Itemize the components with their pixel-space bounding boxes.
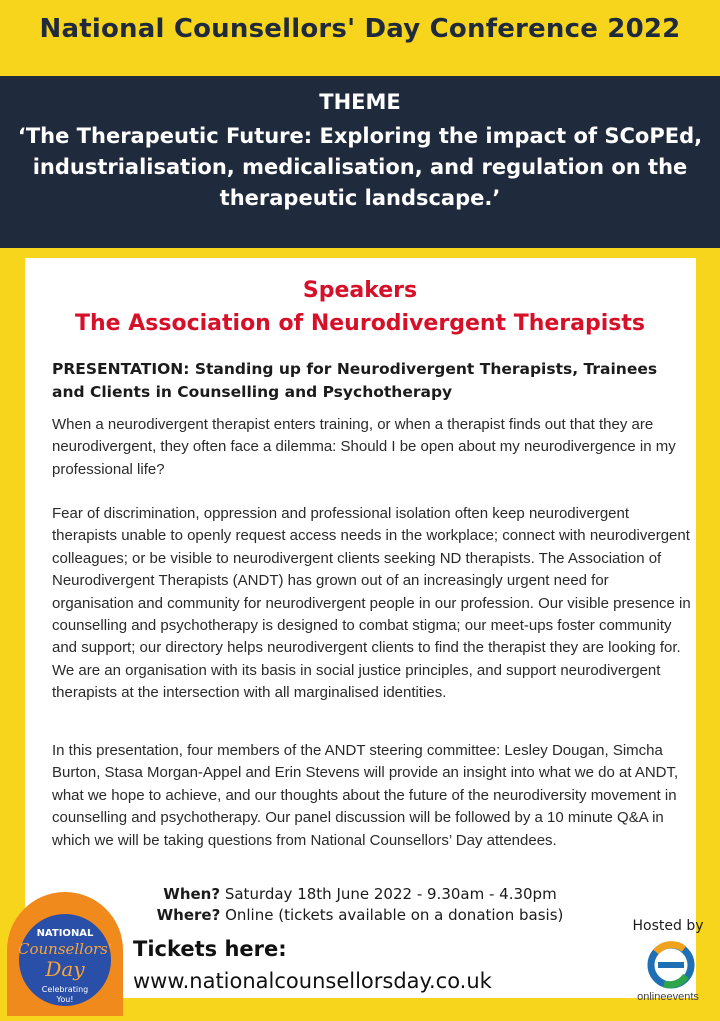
body-paragraph-1: When a neurodivergent therapist enters training, or when a therapist finds out that they are neurodivergent, they often face a dilemma: Should I be open about my neurodivergence in my professional life? [52, 416, 676, 478]
national-counsellors-day-logo [3, 890, 129, 1016]
body-paragraph-2: Fear of discrimination, oppression and professional isolation often keep neurodivergent therapists unable to openly request access needs in the workplace; connect with neurodivergent colleagues; or be visible to neurodivergent clients seeking ND therapists. The Association of Neurodivergent Therapists (ANDT) has grown out of an increasingly urgent need for organisation and community for neurodivergent people in our profession. Our visible presence in counselling and psychotherapy is designed to combat stigma; our meet-ups foster community and support; our directory helps neurodivergent clients to find the therapist they are looking for. We are an organisation with its basis in social justice principles, and support neurodivergent therapists at the intersection with all marginalised identities. [52, 505, 691, 702]
logo-line-1: NATIONAL [36, 928, 94, 939]
tickets-label: Tickets here: [133, 937, 287, 961]
logo-line-4: Celebrating [41, 985, 89, 994]
logo-line-3: Day [45, 957, 85, 981]
presentation-title: PRESENTATION: Standing up for Neurodivergent Therapists, Trainees and Clients in Counselling and Psychotherapy [52, 360, 658, 401]
tickets-link[interactable]: www.nationalcounsellorsday.co.uk [133, 969, 492, 993]
hosted-by-label: Hosted by [632, 918, 704, 934]
conference-title: National Counsellors' Day Conference 2022 [39, 14, 681, 44]
theme-text: ‘The Therapeutic Future: Exploring the impact of SCoPEd, industrialisation, medicalisation, and regulation on the therapeutic landscape.’ [17, 124, 703, 210]
where-label: Where? [156, 906, 221, 924]
when-label: When? [163, 885, 221, 903]
logo-line-5: You! [56, 995, 74, 1004]
onlineevents-wordmark: onlineevents [637, 991, 699, 1003]
logo-line-2: Counsellors' [17, 940, 113, 958]
onlineevents-logo-icon [644, 940, 698, 990]
where-value: Online (tickets available on a donation basis) [225, 906, 564, 924]
speakers-heading: Speakers [302, 278, 418, 303]
organisation-name: The Association of Neurodivergent Therapists [75, 311, 645, 336]
body-paragraph-3: In this presentation, four members of the ANDT steering committee: Lesley Dougan, Simcha Burton, Stasa Morgan-Appel and Erin Stevens will provide an insight into what we do at ANDT, what we hope to achieve, and our thoughts about the future of the neurodiversity movement in counselling and psychotherapy. Our panel discussion will be followed by a 10 minute Q&A in which we will be taking questions from National Counsellors’ Day attendees. [52, 742, 679, 849]
theme-label: THEME [319, 90, 401, 114]
when-value: Saturday 18th June 2022 - 9.30am - 4.30pm [224, 885, 557, 903]
